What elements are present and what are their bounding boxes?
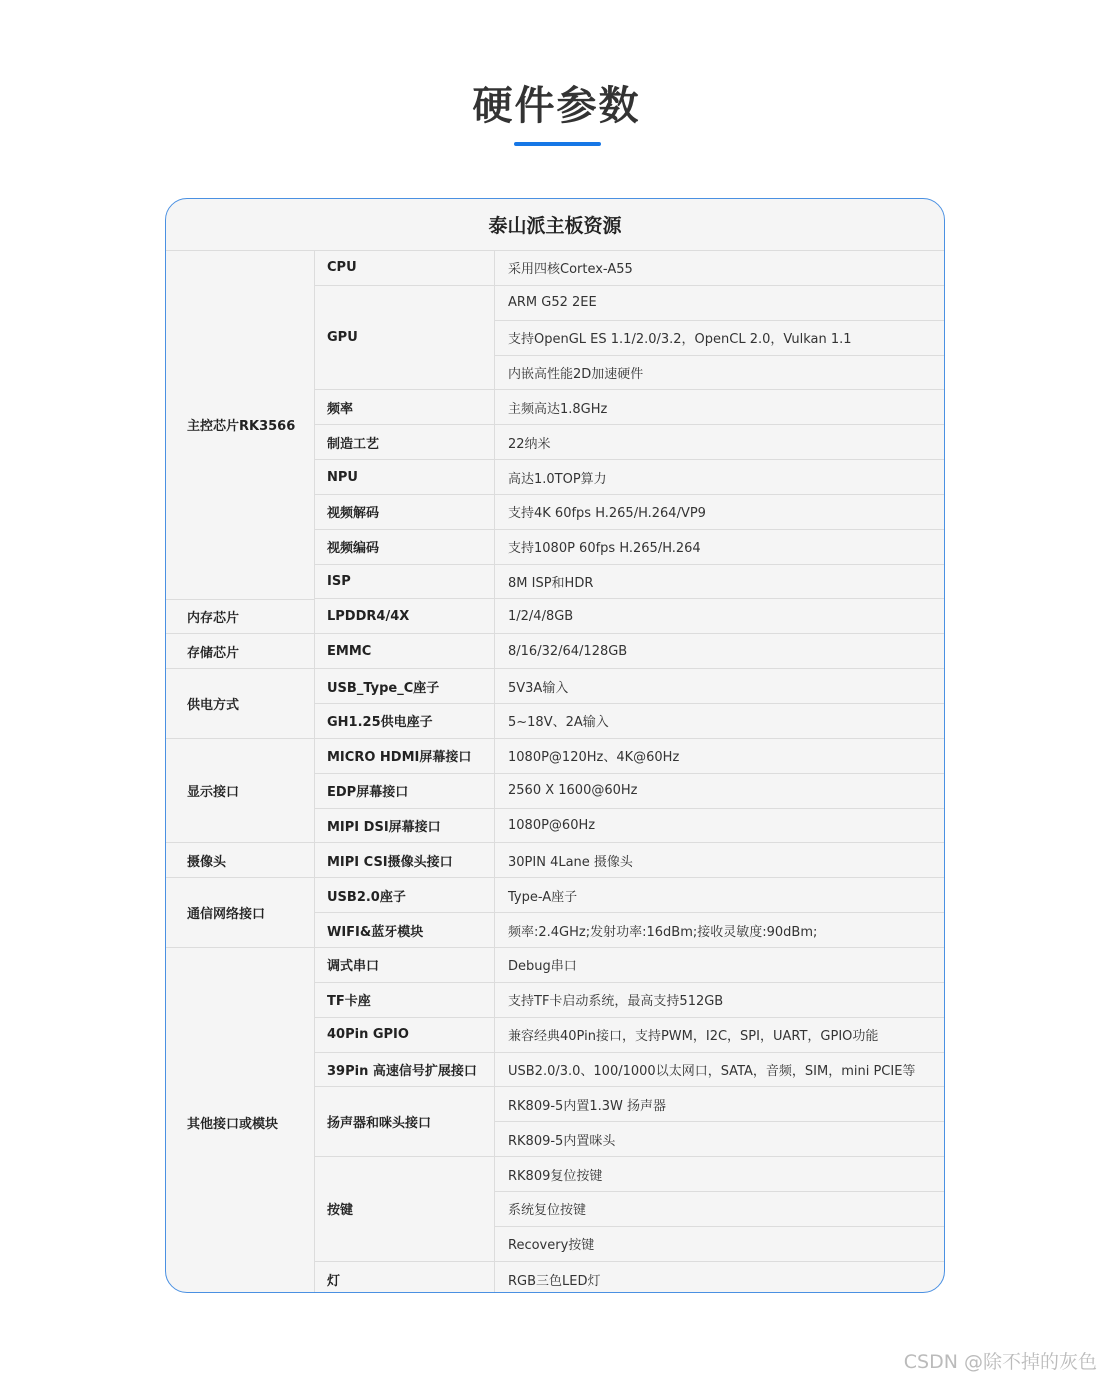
spec-item-text: LPDDR4/4X [327, 608, 410, 624]
spec-value-text: 5V3A输入 [508, 680, 569, 696]
spec-value [494, 251, 945, 286]
spec-item [314, 843, 494, 878]
spec-item-text: 扬声器和咪头接口 [327, 1116, 432, 1132]
spec-value [494, 286, 945, 321]
spec-category [166, 878, 314, 948]
spec-category-text: 通信网络接口 [187, 907, 266, 923]
spec-value-text: Debug串口 [508, 959, 577, 975]
spec-value-text: 1080P@120Hz、4K@60Hz [508, 750, 680, 766]
spec-item-text: 视频编码 [327, 541, 380, 557]
spec-item [314, 1018, 494, 1053]
spec-value-text: ARM G52 2EE [508, 295, 597, 311]
spec-category-text: 供电方式 [187, 698, 240, 714]
table-title: 泰山派主板资源 [166, 199, 944, 251]
spec-category-text: 存储芯片 [187, 645, 240, 661]
spec-value [494, 565, 945, 600]
spec-value-text: Recovery按键 [508, 1238, 595, 1254]
spec-value-text: 1/2/4/8GB [508, 608, 574, 624]
spec-category [166, 948, 314, 1293]
spec-item [314, 1157, 494, 1262]
spec-item [314, 390, 494, 425]
spec-value [494, 390, 945, 425]
spec-value-text: 8M ISP和HDR [508, 576, 594, 592]
spec-table [165, 198, 945, 1293]
spec-value-text: 高达1.0TOP算力 [508, 471, 607, 487]
spec-value-text: 22纳米 [508, 436, 551, 452]
spec-value [494, 425, 945, 460]
spec-item-text: 视频解码 [327, 506, 380, 522]
spec-item [314, 565, 494, 600]
spec-value-text: 频率:2.4GHz;发射功率:16dBm;接收灵敏度:90dBm; [508, 924, 818, 940]
spec-value [494, 1192, 945, 1227]
spec-category [166, 739, 314, 844]
spec-value [494, 1087, 945, 1122]
spec-item-text: NPU [327, 469, 358, 485]
spec-item [314, 425, 494, 460]
spec-item [314, 739, 494, 774]
spec-value-text: 1080P@60Hz [508, 818, 596, 834]
spec-value [494, 530, 945, 565]
title-underline [514, 142, 601, 146]
spec-value [494, 843, 945, 878]
spec-category [166, 634, 314, 669]
spec-value-text: 支持OpenGL ES 1.1/2.0/3.2，OpenCL 2.0，Vulkan 1.1 [508, 332, 852, 348]
spec-item-text: 39Pin 高速信号扩展接口 [327, 1063, 477, 1079]
spec-item-text: CPU [327, 260, 357, 276]
spec-category-text: 主控芯片RK3566 [187, 419, 296, 435]
spec-category [166, 251, 314, 600]
spec-value-text: 主频高达1.8GHz [508, 401, 608, 417]
spec-category-text: 显示接口 [187, 785, 240, 801]
spec-item-text: TF卡座 [327, 994, 371, 1010]
spec-value [494, 774, 945, 809]
spec-category [166, 600, 314, 635]
watermark: CSDN @除不掉的灰色 [903, 1351, 1097, 1373]
spec-value-text: 5~18V、2A输入 [508, 715, 609, 731]
spec-category-text: 摄像头 [187, 854, 227, 870]
spec-category [166, 843, 314, 878]
spec-value [494, 983, 945, 1018]
spec-value-text: USB2.0/3.0、100/1000以太网口，SATA，音频，SIM，mini PCIE等 [508, 1063, 916, 1079]
spec-item-text: MIPI CSI摄像头接口 [327, 854, 453, 870]
spec-value-text: RK809-5内置1.3W 扬声器 [508, 1098, 666, 1114]
spec-value [494, 1018, 945, 1053]
spec-item [314, 530, 494, 565]
spec-value-text: 30PIN 4Lane 摄像头 [508, 854, 633, 870]
spec-item [314, 983, 494, 1018]
spec-item [314, 669, 494, 704]
spec-value-text: 采用四核Cortex-A55 [508, 262, 633, 278]
spec-item-text: GH1.25供电座子 [327, 715, 433, 731]
spec-value [494, 878, 945, 913]
spec-item [314, 634, 494, 669]
spec-value [494, 1227, 945, 1262]
spec-value-text: RGB三色LED灯 [508, 1273, 601, 1289]
spec-value-text: Type-A座子 [508, 889, 578, 905]
spec-item [314, 704, 494, 739]
spec-item [314, 1262, 494, 1293]
spec-value [494, 1262, 945, 1293]
spec-item [314, 809, 494, 844]
spec-value [494, 460, 945, 495]
spec-item-text: 制造工艺 [327, 436, 380, 452]
spec-item [314, 1087, 494, 1157]
spec-item-text: GPU [327, 330, 358, 346]
spec-category-text: 其他接口或模块 [187, 1116, 279, 1132]
spec-item [314, 774, 494, 809]
spec-value [494, 634, 945, 669]
spec-item [314, 878, 494, 913]
spec-value-text: 2560 X 1600@60Hz [508, 783, 638, 799]
spec-value [494, 356, 945, 391]
spec-item-text: 40Pin GPIO [327, 1027, 409, 1043]
spec-item [314, 948, 494, 983]
spec-value [494, 495, 945, 530]
spec-item [314, 600, 494, 635]
spec-item-text: MICRO HDMI屏幕接口 [327, 750, 472, 766]
spec-value-text: 支持1080P 60fps H.265/H.264 [508, 541, 701, 557]
spec-item-text: WIFI&蓝牙模块 [327, 924, 424, 940]
spec-value-text: 兼容经典40Pin接口，支持PWM，I2C，SPI，UART，GPIO功能 [508, 1029, 879, 1045]
spec-value [494, 739, 945, 774]
spec-item-text: ISP [327, 574, 351, 590]
spec-item-text: 灯 [327, 1273, 341, 1289]
spec-value [494, 809, 945, 844]
spec-value [494, 321, 945, 356]
spec-value-text: 支持4K 60fps H.265/H.264/VP9 [508, 506, 706, 522]
spec-item [314, 913, 494, 948]
spec-value [494, 600, 945, 635]
spec-value [494, 669, 945, 704]
spec-item-text: USB2.0座子 [327, 889, 406, 905]
spec-item-text: 调式串口 [327, 959, 380, 975]
spec-value-text: 8/16/32/64/128GB [508, 643, 628, 659]
spec-value [494, 1157, 945, 1192]
spec-value [494, 948, 945, 983]
spec-value-text: RK809-5内置咪头 [508, 1133, 616, 1149]
spec-value [494, 704, 945, 739]
spec-value-text: 支持TF卡启动系统，最高支持512GB [508, 994, 724, 1010]
spec-item [314, 1053, 494, 1088]
page-title: 硬件参数 [472, 83, 641, 129]
spec-item [314, 286, 494, 391]
spec-value-text: 系统复位按键 [508, 1203, 587, 1219]
spec-item-text: EMMC [327, 643, 372, 659]
spec-item [314, 495, 494, 530]
spec-item [314, 460, 494, 495]
spec-item-text: USB_Type_C座子 [327, 680, 440, 696]
spec-category [166, 669, 314, 739]
spec-item-text: 按键 [327, 1203, 354, 1219]
spec-value [494, 1122, 945, 1157]
spec-value-text: RK809复位按键 [508, 1168, 603, 1184]
spec-category-text: 内存芯片 [187, 610, 240, 626]
spec-item-text: EDP屏幕接口 [327, 785, 409, 801]
spec-item-text: 频率 [327, 401, 354, 417]
spec-item [314, 251, 494, 286]
spec-value [494, 1053, 945, 1088]
spec-value [494, 913, 945, 948]
spec-value-text: 内嵌高性能2D加速硬件 [508, 366, 644, 382]
spec-item-text: MIPI DSI屏幕接口 [327, 820, 441, 836]
